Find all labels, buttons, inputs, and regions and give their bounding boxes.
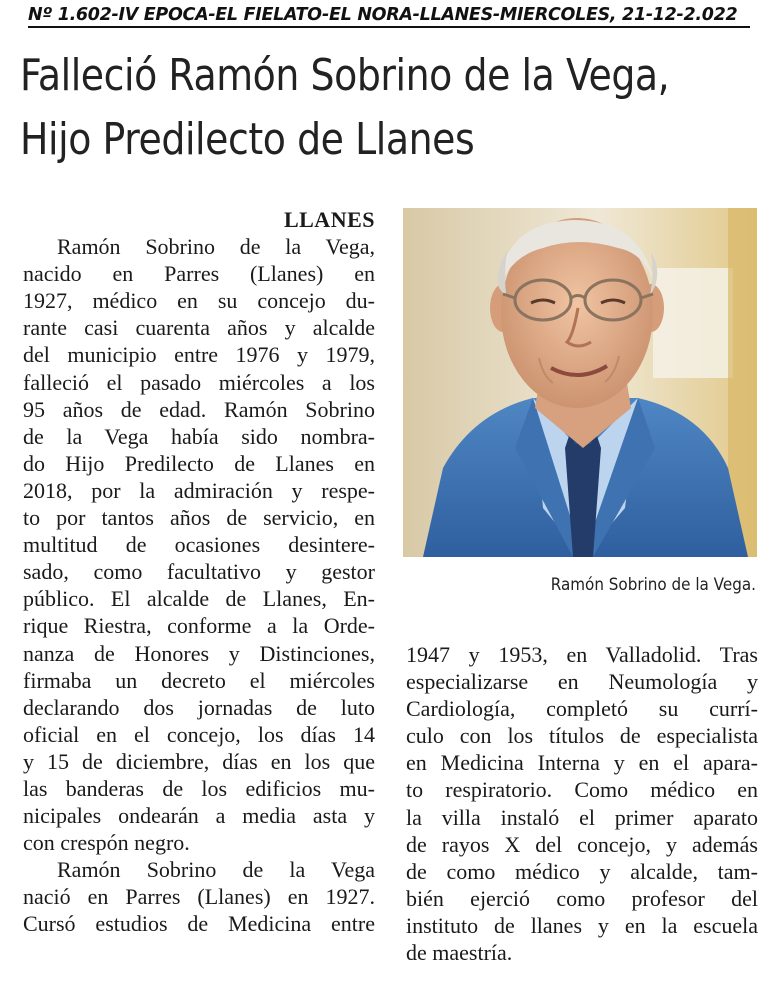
text-line: nacido en Parres (Llanes) en [23, 261, 375, 287]
text-line: 2018, por la admiración y respe- [23, 477, 375, 503]
text-line: de como médico y alcalde, tam- [406, 858, 758, 884]
text-line: especializarse en Neumología y [406, 669, 758, 695]
byline: LLANES [283, 207, 375, 232]
text-line: instituto de llanes y en la escuela [406, 912, 758, 938]
text-line: rique Riestra, conforme a la Orde- [23, 613, 375, 639]
text-line: 95 años de edad. Ramón Sobrino [23, 396, 375, 422]
text-line: declarando dos jornadas de luto [23, 694, 375, 720]
text-line: to respiratorio. Como médico en [406, 777, 758, 803]
text-line: Cursó estudios de Medicina entre [23, 911, 375, 937]
text-line: sado, como facultativo y gestor [23, 559, 375, 585]
text-line: to por tantos años de servicio, en [23, 505, 375, 531]
text-line: 1947 y 1953, en Valladolid. Tras [406, 642, 758, 667]
text-line: de la Vega había sido nombra- [23, 423, 375, 449]
text-line: la villa instaló el primer aparato [406, 804, 758, 830]
text-line: nicipales ondearán a media asta y [23, 803, 375, 829]
portrait-illustration [403, 208, 757, 557]
text-line: bién ejerció como profesor del [406, 885, 758, 911]
text-line: falleció el pasado miércoles a los [23, 369, 375, 395]
portrait-photo [403, 208, 757, 557]
text-line: en Medicina Interna y en el apara- [406, 750, 758, 776]
article-column-1 [23, 206, 375, 938]
headline-line-2: Hijo Predilecto de Llanes [20, 114, 475, 165]
text-line: Cardiología, completó su currí- [406, 696, 758, 722]
text-line: oficial en el concejo, los días 14 [23, 721, 375, 747]
photo-caption: Ramón Sobrino de la Vega. [550, 575, 756, 594]
article-headline [20, 44, 670, 172]
text-line: firmaba un decreto el miércoles [23, 667, 375, 693]
text-line: Ramón Sobrino de la Vega [57, 857, 375, 883]
text-line: rante casi cuarenta años y alcalde [23, 315, 375, 341]
text-line: nació en Parres (Llanes) en 1927. [23, 884, 375, 910]
text-line: 1927, médico en su concejo du- [23, 288, 375, 314]
text-line: público. El alcalde de Llanes, En- [23, 586, 375, 612]
headline-line-1: Falleció Ramón Sobrino de la Vega, [20, 50, 670, 101]
text-line: con crespón negro. [23, 830, 190, 856]
text-line: de rayos X del concejo, y además [406, 831, 758, 857]
text-line: las banderas de los edificios mu- [23, 775, 375, 801]
text-line: culo con los títulos de especialista [406, 723, 758, 749]
article-column-2 [406, 641, 758, 966]
text-line: nanza de Honores y Distinciones, [23, 640, 375, 666]
text-line: de maestría. [406, 940, 513, 966]
text-line: del municipio entre 1976 y 1979, [23, 342, 375, 368]
issue-header: Nº 1.602-IV EPOCA-EL FIELATO-EL NORA-LLANES-MIERCOLES, 21-12-2.022 [28, 4, 750, 28]
text-line: y 15 de diciembre, días en los que [23, 748, 375, 774]
text-line: multitud de ocasiones desintere- [23, 532, 375, 558]
text-line: Ramón Sobrino de la Vega, [57, 234, 375, 260]
text-line: do Hijo Predilecto de Llanes en [23, 450, 375, 476]
